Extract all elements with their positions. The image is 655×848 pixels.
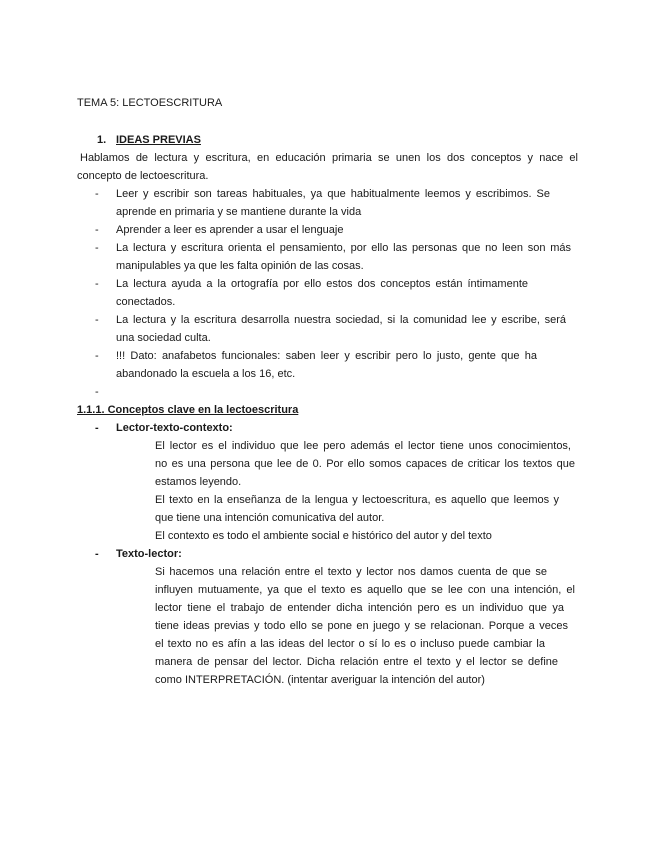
item-2-line-2: influyen mutuamente, ya que el texto es aquello que se lee con una intención, el: [155, 584, 575, 596]
intro-line-1: Hablamos de lectura y escritura, en educación primaria se unen los dos conceptos y nace el: [80, 152, 578, 164]
item-marker: -: [95, 422, 99, 434]
item-2-line-4: tiene ideas previas y todo ello se pone en juego y se relacionan. Porque a veces: [155, 620, 568, 632]
bullet-3-line-1: La lectura y escritura orienta el pensamiento, por ello las personas que no leen son más: [116, 242, 571, 254]
item-1-line-6: El contexto es todo el ambiente social e histórico del autor y del texto: [155, 530, 492, 542]
bullet-5-line-1: La lectura y la escritura desarrolla nuestra sociedad, si la comunidad lee y escribe, será: [116, 314, 566, 326]
section-number: 1.: [97, 134, 107, 146]
bullet-marker: -: [95, 314, 99, 326]
item-1-line-5: que tiene una intención comunicativa del autor.: [155, 512, 385, 524]
bullet-4-line-1: La lectura ayuda a la ortografía por ello estos dos conceptos están íntimamente: [116, 278, 528, 290]
item-1-line-3: estamos leyendo.: [155, 476, 242, 488]
empty-bullet-marker: -: [95, 386, 99, 398]
item-2-line-5: el texto no es afín a las ideas del lector o sí lo es o incluso puede cambiar la: [155, 638, 545, 650]
item-2-line-7: como INTERPRETACIÓN. (intentar averiguar la intención del autor): [155, 674, 485, 686]
item-label-lector-texto-contexto: Lector-texto-contexto:: [116, 422, 233, 434]
bullet-1-line-1: Leer y escribir son tareas habituales, ya que habitualmente leemos y escribimos. Se: [116, 188, 550, 200]
bullet-5-line-2: una sociedad culta.: [116, 332, 211, 344]
bullet-marker: -: [95, 188, 99, 200]
item-2-line-1: Si hacemos una relación entre el texto y lector nos damos cuenta de que se: [155, 566, 547, 578]
item-1-line-4: El texto en la enseñanza de la lengua y lectoescritura, es aquello que leemos y: [155, 494, 559, 506]
bullet-4-line-2: conectados.: [116, 296, 176, 308]
item-2-line-3: lector tiene el trabajo de entender dicha intención pero es un individuo que ya: [155, 602, 564, 614]
section-heading: IDEAS PREVIAS: [116, 134, 201, 146]
intro-line-2: concepto de lectoescritura.: [77, 170, 209, 182]
bullet-marker: -: [95, 224, 99, 236]
document-title: TEMA 5: LECTOESCRITURA: [77, 97, 223, 109]
bullet-3-line-2: manipulables ya que les falta opinión de las cosas.: [116, 260, 364, 272]
item-1-line-1: El lector es el individuo que lee pero además el lector tiene unos conocimientos,: [155, 440, 571, 452]
item-2-line-6: manera de pensar del lector. Dicha relación entre el texto y el lector se define: [155, 656, 558, 668]
bullet-1-line-2: aprende en primaria y se mantiene durante la vida: [116, 206, 362, 218]
item-label-texto-lector: Texto-lector:: [116, 548, 182, 560]
bullet-2-line-1: Aprender a leer es aprender a usar el lenguaje: [116, 224, 344, 236]
bullet-6-line-1: !!! Dato: anafabetos funcionales: saben leer y escribir pero lo justo, gente que ha: [116, 350, 537, 362]
bullet-6-line-2: abandonado la escuela a los 16, etc.: [116, 368, 296, 380]
subsection-heading: 1.1.1. Conceptos clave en la lectoescritura: [77, 404, 299, 416]
bullet-marker: -: [95, 278, 99, 290]
item-1-line-2: no es una persona que lee de 0. Por ello somos capaces de criticar los textos que: [155, 458, 575, 470]
item-marker: -: [95, 548, 99, 560]
bullet-marker: -: [95, 242, 99, 254]
bullet-marker: -: [95, 350, 99, 362]
